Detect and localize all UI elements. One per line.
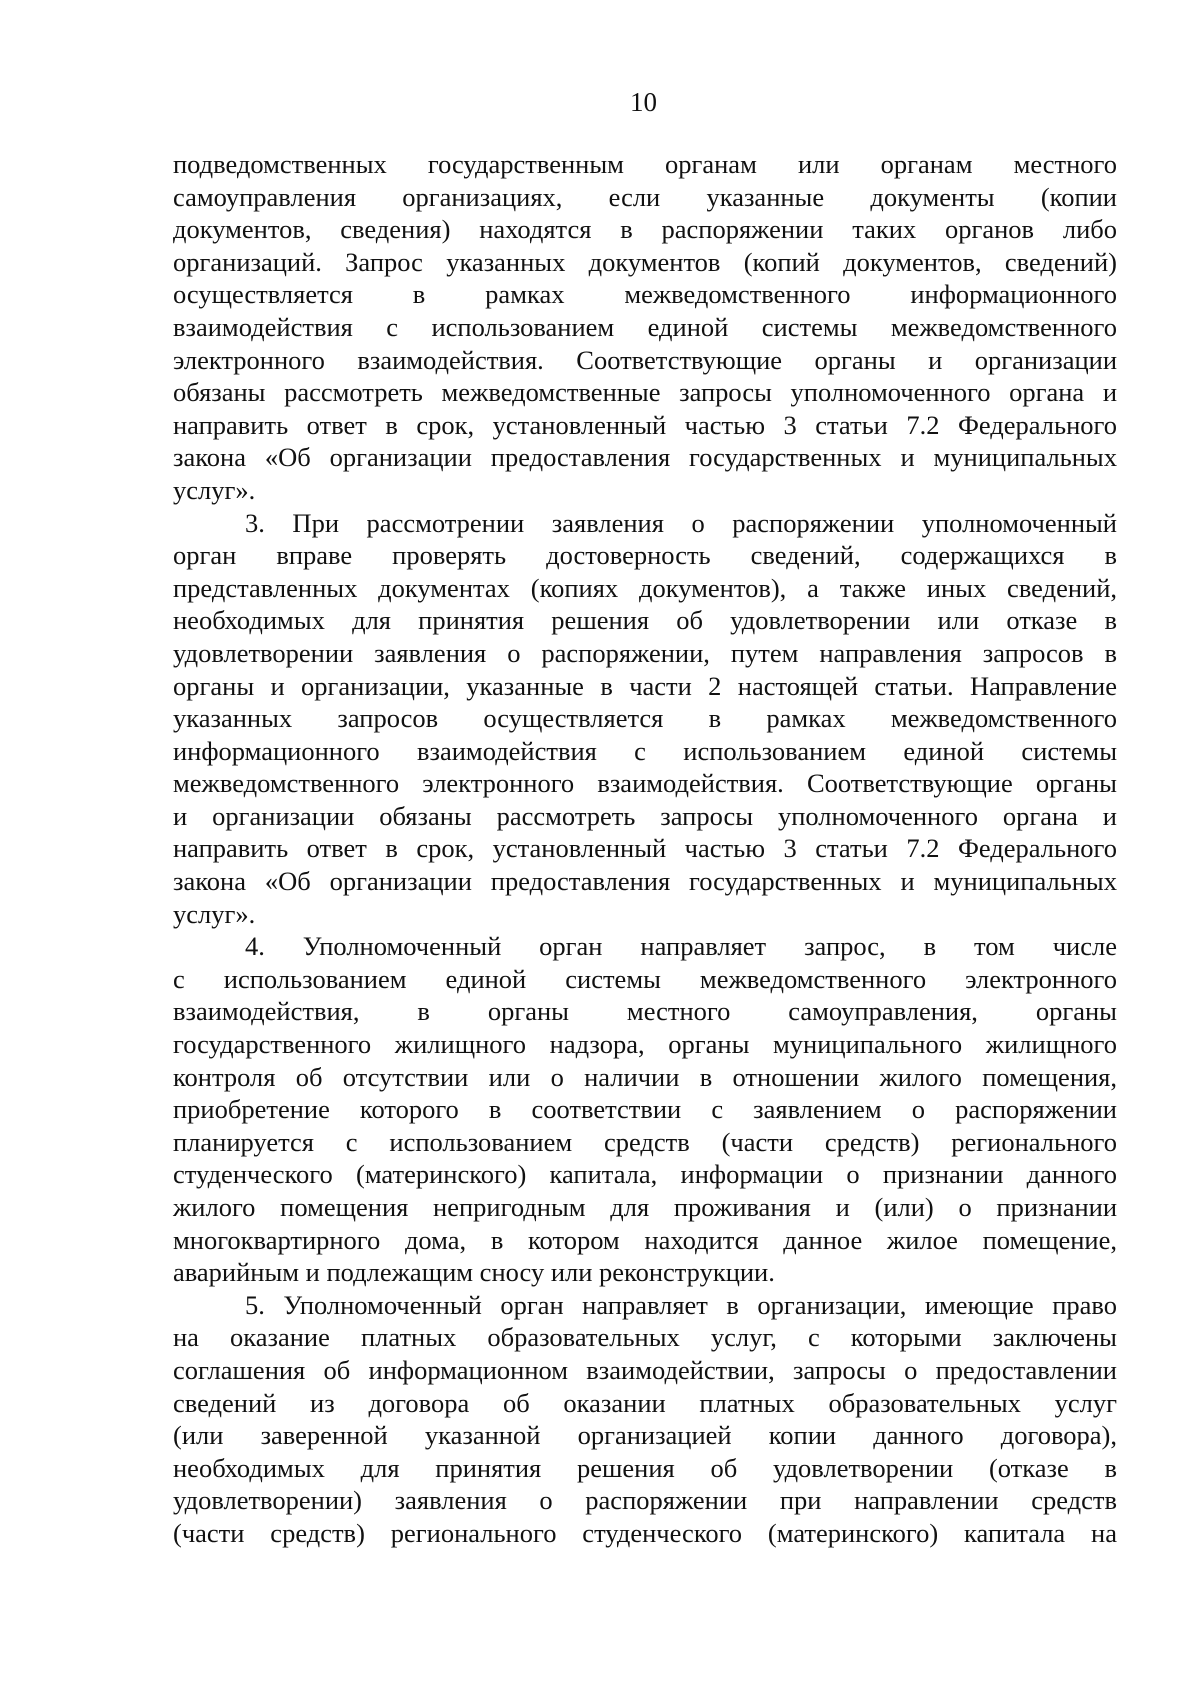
page-number: 10 — [630, 87, 657, 117]
text-line: обязаны рассмотреть межведомственные запросы уполномоченного органа и — [173, 377, 1117, 408]
text-line: студенческого (материнского) капитала, информации о признании данного — [173, 1159, 1117, 1190]
text-line: аварийным и подлежащим сносу или реконструкции. — [173, 1257, 775, 1288]
text-line: (или заверенной указанной организацией копии данного договора), — [173, 1420, 1117, 1451]
text-line: 3. При рассмотрении заявления о распоряжении уполномоченный — [245, 507, 1117, 538]
text-line: документов, сведения) находятся в распоряжении таких органов либо — [173, 214, 1117, 245]
text-line: информационного взаимодействия с использованием единой системы — [173, 735, 1117, 766]
text-line: планируется с использованием средств (части средств) регионального — [173, 1126, 1117, 1157]
text-line: направить ответ в срок, установленный частью 3 статьи 7.2 Федерального — [173, 833, 1117, 864]
text-line: организаций. Запрос указанных документов (копий документов, сведений) — [173, 246, 1117, 277]
paragraph — [173, 930, 1117, 1289]
document-body — [173, 148, 1117, 1550]
text-line: контроля об отсутствии или о наличии в отношении жилого помещения, — [173, 1061, 1117, 1092]
text-line: подведомственных государственным органам или органам местного — [173, 149, 1117, 179]
text-line: указанных запросов осуществляется в рамках межведомственного — [173, 703, 1117, 734]
text-line: услуг». — [173, 898, 256, 929]
text-line: органы и организации, указанные в части 2 настоящей статьи. Направление — [173, 670, 1117, 701]
text-line: жилого помещения непригодным для проживания и (или) о признании — [173, 1192, 1117, 1222]
text-line: орган вправе проверять достоверность сведений, содержащихся в — [173, 540, 1117, 571]
text-line: необходимых для принятия решения об удовлетворении (отказе в — [173, 1452, 1117, 1483]
text-line: удовлетворении) заявления о распоряжении при направлении средств — [173, 1485, 1117, 1516]
text-line: самоуправления организациях, если указанные документы (копии — [173, 181, 1117, 212]
text-line: соглашения об информационном взаимодействии, запросы о предоставлении — [173, 1354, 1117, 1385]
text-line: многоквартирного дома, в котором находится данное жилое помещение, — [173, 1224, 1117, 1255]
text-line: сведений из договора об оказании платных образовательных услуг — [173, 1387, 1117, 1418]
text-line: взаимодействия, в органы местного самоуправления, органы — [173, 996, 1117, 1027]
text-line: 5. Уполномоченный орган направляет в организации, имеющие право — [245, 1289, 1117, 1320]
text-line: необходимых для принятия решения об удовлетворении или отказе в — [173, 605, 1117, 636]
text-line: с использованием единой системы межведомственного электронного — [173, 963, 1117, 994]
text-line: 4. Уполномоченный орган направляет запрос, в том числе — [245, 931, 1117, 962]
text-line: удовлетворении заявления о распоряжении, путем направления запросов в — [173, 637, 1117, 668]
text-line: взаимодействия с использованием единой системы межведомственного — [173, 311, 1117, 342]
text-line: государственного жилищного надзора, органы муниципального жилищного — [173, 1029, 1117, 1060]
text-line: закона «Об организации предоставления государственных и муниципальных — [173, 866, 1117, 897]
text-line: услуг». — [173, 474, 256, 505]
text-line: электронного взаимодействия. Соответствующие органы и организации — [173, 344, 1117, 375]
text-line: и организации обязаны рассмотреть запросы уполномоченного органа и — [173, 800, 1117, 831]
paragraph — [173, 1289, 1117, 1550]
text-line: представленных документах (копиях документов), а также иных сведений, — [173, 572, 1117, 603]
text-line: (части средств) регионального студенческого (материнского) капитала на — [173, 1517, 1117, 1548]
paragraph — [173, 148, 1117, 507]
text-line: на оказание платных образовательных услуг, с которыми заключены — [173, 1322, 1117, 1353]
paragraph — [173, 507, 1117, 931]
text-line: закона «Об организации предоставления государственных и муниципальных — [173, 442, 1117, 473]
text-line: осуществляется в рамках межведомственного информационного — [173, 279, 1117, 310]
text-line: приобретение которого в соответствии с заявлением о распоряжении — [173, 1094, 1117, 1125]
text-line: направить ответ в срок, установленный частью 3 статьи 7.2 Федерального — [173, 409, 1117, 440]
text-line: межведомственного электронного взаимодействия. Соответствующие органы — [173, 768, 1117, 799]
